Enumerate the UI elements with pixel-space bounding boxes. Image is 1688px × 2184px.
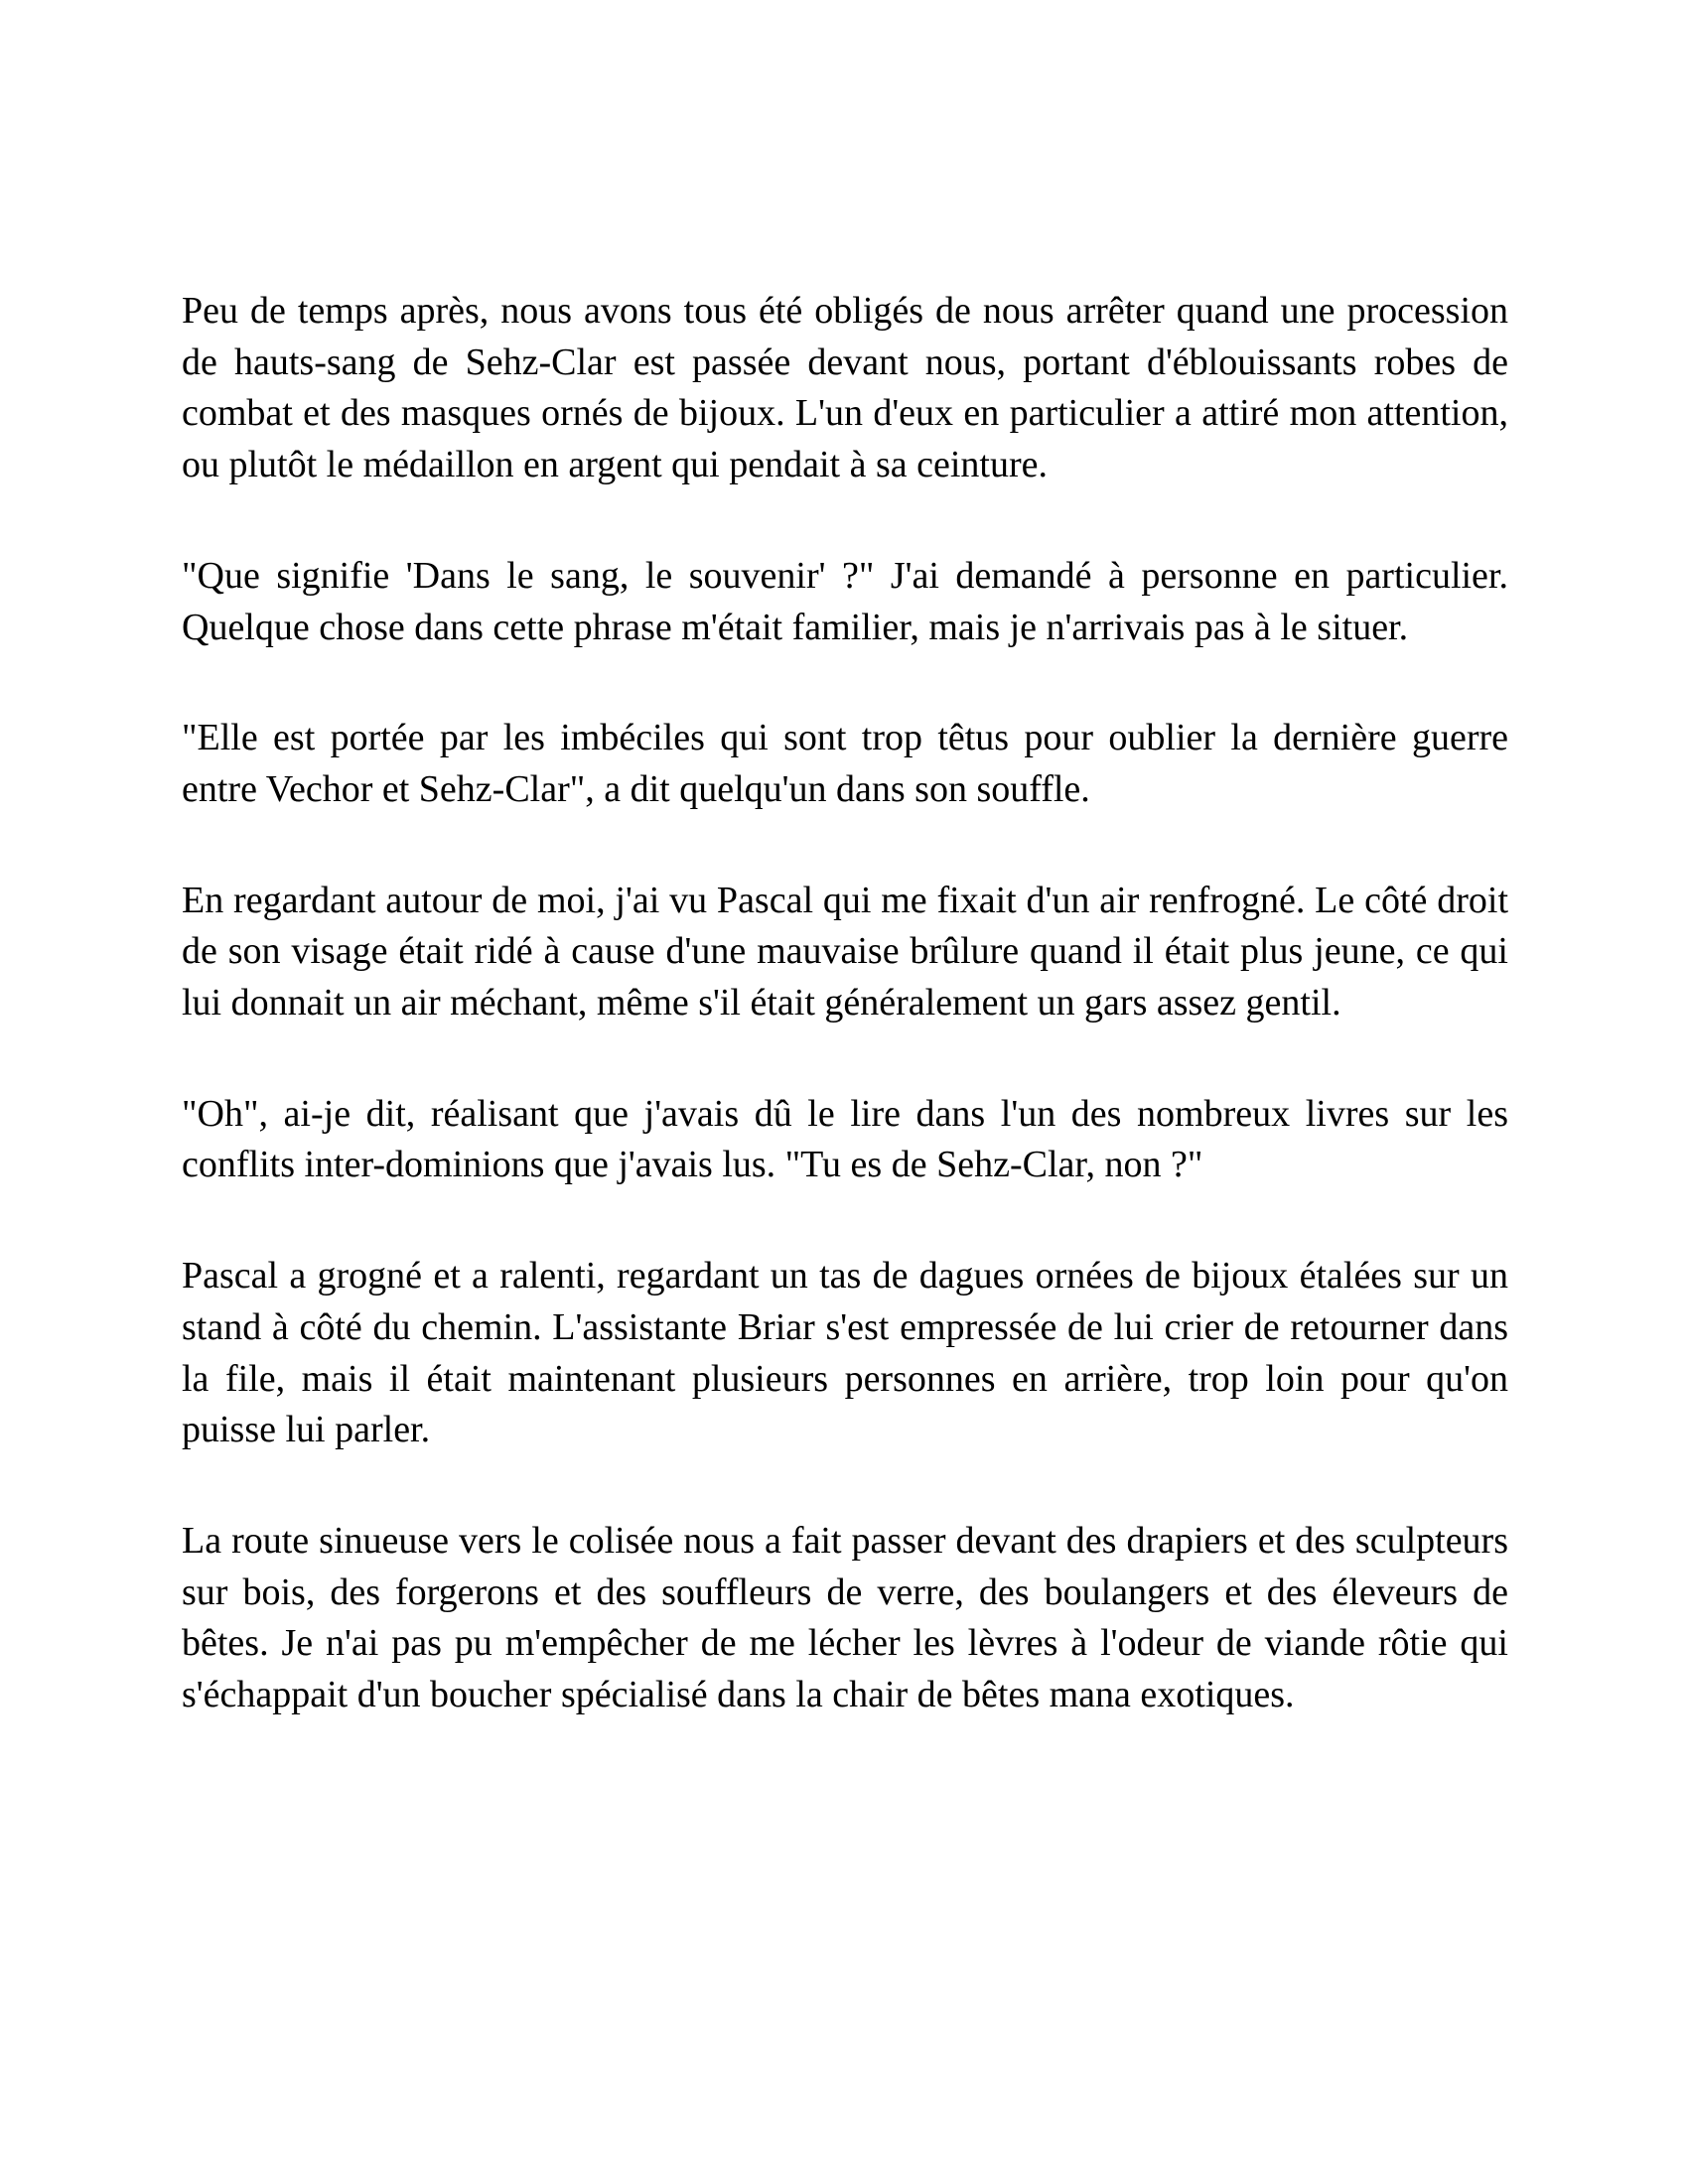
paragraph-7: La route sinueuse vers le colisée nous a fait passer devant des drapiers et des sculpteurs sur bois, des forgerons et des souffleurs de verre, des boulangers et des éleveurs de bêtes. Je n'ai pas pu m'empêcher de me lécher les lèvres à l'odeur de viande rôtie qui s'échappait d'un boucher spécialisé dans la chair de bêtes mana exotiques. bbox=[182, 1519, 1508, 1716]
paragraph-6: Pascal a grogné et a ralenti, regardant un tas de dagues ornées de bijoux étalées sur un stand à côté du chemin. L'assistante Briar s'est empressée de lui crier de retourner dans la file, mais il était maintenant plusieurs personnes en arrière, trop loin pour qu'on puisse lui parler. bbox=[182, 1255, 1508, 1451]
paragraph-2: "Que signifie 'Dans le sang, le souvenir' ?" J'ai demandé à personne en particulier. Quelque chose dans cette phrase m'était familier, mais je n'arrivais pas à le situer. bbox=[182, 554, 1508, 648]
paragraph-5: "Oh", ai-je dit, réalisant que j'avais dû le lire dans l'un des nombreux livres sur les conflits inter-dominions que j'avais lus. "Tu es de Sehz-Clar, non ?" bbox=[182, 1092, 1508, 1186]
paragraph-3: "Elle est portée par les imbéciles qui sont trop têtus pour oublier la dernière guerre entre Vechor et Sehz-Clar", a dit quelqu'un dans son souffle. bbox=[182, 717, 1508, 810]
paragraph-1: Peu de temps après, nous avons tous été obligés de nous arrêter quand une procession de hauts-sang de Sehz-Clar est passée devant nous, portant d'éblouissants robes de combat et des masques ornés de bijoux. L'un d'eux en particulier a attiré mon attention, ou plutôt le médaillon en argent qui pendait à sa ceinture. bbox=[182, 290, 1508, 486]
text-block bbox=[182, 286, 1508, 1781]
paragraph-4: En regardant autour de moi, j'ai vu Pascal qui me fixait d'un air renfrogné. Le côté droit de son visage était ridé à cause d'une mauvaise brûlure quand il était plus jeune, ce qui lui donnait un air méchant, même s'il était généralement un gars assez gentil. bbox=[182, 879, 1508, 1024]
